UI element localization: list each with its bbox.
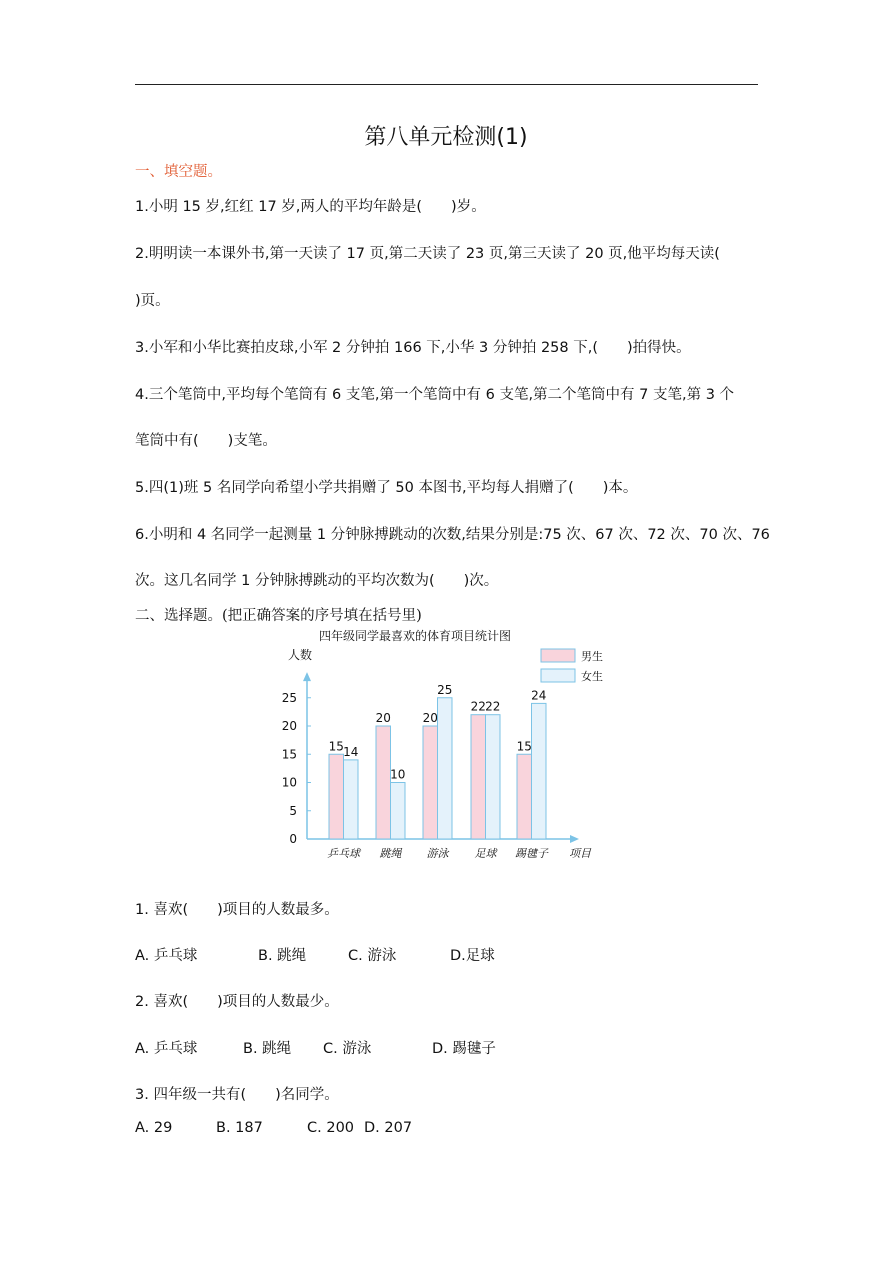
y-axis-label: 人数 <box>288 648 313 662</box>
choice-question-1: 1. 喜欢( )项目的人数最多。 <box>135 902 339 918</box>
fill-question-3: 3.小军和小华比赛拍皮球,小军 2 分钟拍 166 下,小华 3 分钟拍 258 下,( )拍得快。 <box>135 340 691 356</box>
bar-girls <box>486 715 501 839</box>
x-category-label: 踢毽子 <box>515 847 548 860</box>
bar-boys <box>517 754 532 839</box>
page-title: 第八单元检测(1) <box>364 125 528 150</box>
choice-question-2: 2. 喜欢( )项目的人数最少。 <box>135 994 339 1010</box>
fill-question-6-line2: 次。这几名同学 1 分钟脉搏跳动的平均次数为( )次。 <box>135 573 499 589</box>
bar-boys <box>423 726 438 839</box>
q3-option-a: A. 29 <box>135 1120 173 1136</box>
q1-option-d: D.足球 <box>450 948 495 964</box>
bar-value-label: 20 <box>375 711 391 725</box>
fill-question-2-line1: 2.明明读一本课外书,第一天读了 17 页,第二天读了 23 页,第三天读了 20 页,他平均每天读( <box>135 246 720 262</box>
bar-boys <box>376 726 391 839</box>
bar-girls <box>391 783 406 840</box>
bar-value-label: 15 <box>516 739 532 754</box>
y-tick-label: 20 <box>281 719 297 733</box>
y-tick-label: 0 <box>289 832 297 846</box>
fill-question-6-line1: 6.小明和 4 名同学一起测量 1 分钟脉搏跳动的次数,结果分别是:75 次、67 次、72 次、70 次、76 <box>135 527 770 543</box>
bar-value-label: 22 <box>485 699 501 714</box>
y-tick-label: 15 <box>281 747 297 762</box>
bar-boys <box>471 715 486 839</box>
fill-question-2-line2: )页。 <box>135 293 170 309</box>
fill-question-5: 5.四(1)班 5 名同学向希望小学共捐赠了 50 本图书,平均每人捐赠了( )本。 <box>135 480 638 496</box>
x-category-label: 跳绳 <box>379 847 402 860</box>
bar-value-label: 20 <box>422 711 438 725</box>
fill-question-4-line1: 4.三个笔筒中,平均每个笔筒有 6 支笔,第一个笔筒中有 6 支笔,第二个笔筒中有 7 支笔,第 3 个 <box>135 387 735 403</box>
x-axis-arrow <box>570 835 579 843</box>
q2-option-d: D. 踢毽子 <box>432 1041 496 1057</box>
section1-heading: 一、填空题。 <box>135 164 222 180</box>
bar-chart <box>270 625 630 870</box>
x-category-label: 游泳 <box>426 847 449 860</box>
q2-option-b: B. 跳绳 <box>243 1041 292 1057</box>
chart-title: 四年级同学最喜欢的体育项目统计图 <box>318 629 512 643</box>
top-rule <box>135 84 758 85</box>
section2-heading: 二、选择题。(把正确答案的序号填在括号里) <box>135 608 422 624</box>
bar-value-label: 10 <box>390 767 406 782</box>
fill-question-1: 1.小明 15 岁,红红 17 岁,两人的平均年龄是( )岁。 <box>135 199 486 215</box>
fill-question-4-line2: 笔筒中有( )支笔。 <box>135 433 277 449</box>
x-category-label: 乒乓球 <box>327 847 360 860</box>
bar-value-label: 14 <box>343 744 359 759</box>
legend-swatch-boys <box>541 649 575 662</box>
q2-option-c: C. 游泳 <box>323 1041 372 1057</box>
legend-swatch-girls <box>541 669 575 682</box>
y-tick-label: 10 <box>281 775 297 790</box>
bar-value-label: 24 <box>531 688 547 703</box>
q3-option-b: B. 187 <box>216 1120 263 1136</box>
q1-option-b: B. 跳绳 <box>258 948 307 964</box>
y-tick-label: 25 <box>281 690 297 705</box>
bar-girls <box>532 703 547 839</box>
q2-option-a: A. 乒乓球 <box>135 1041 198 1057</box>
bar-value-label: 25 <box>437 682 453 697</box>
q3-option-d: D. 207 <box>364 1120 413 1136</box>
bar-value-label: 15 <box>328 739 344 754</box>
bar-girls <box>344 760 359 839</box>
x-axis-label: 项目 <box>569 847 591 860</box>
q3-option-c: C. 200 <box>307 1120 355 1136</box>
x-category-label: 足球 <box>474 847 497 860</box>
bar-boys <box>329 754 344 839</box>
bar-value-label: 22 <box>470 699 486 714</box>
q1-option-c: C. 游泳 <box>348 948 397 964</box>
y-axis-arrow <box>303 672 311 681</box>
q1-option-a: A. 乒乓球 <box>135 948 198 964</box>
bar-girls <box>438 698 453 839</box>
y-tick-label: 5 <box>289 803 297 818</box>
legend-label: 女生 <box>581 670 603 683</box>
choice-question-3: 3. 四年级一共有( )名同学。 <box>135 1087 339 1103</box>
legend-label: 男生 <box>581 650 603 663</box>
